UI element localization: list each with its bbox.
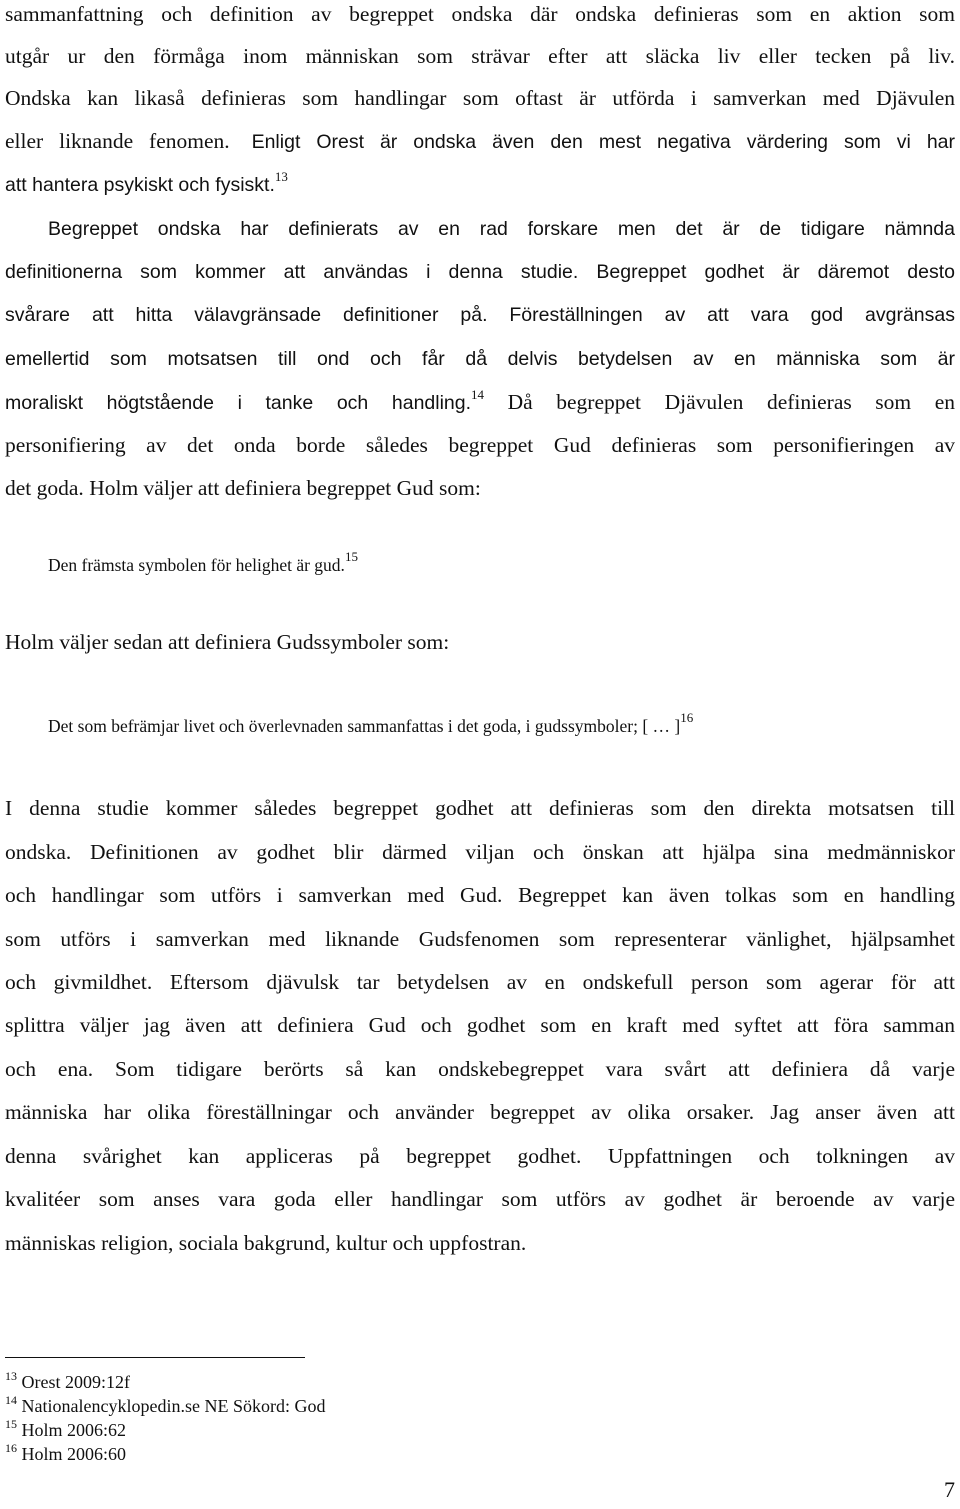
page-number: 7: [944, 1477, 955, 1502]
quote-text: Det som befrämjar livet och överlevnaden sammanfattas i det goda, i gudssymboler; [ … ]: [48, 716, 681, 736]
footnote-text: Orest 2009:12f: [21, 1372, 130, 1392]
text-span: moraliskt högtstående i tanke och handling.: [5, 392, 472, 414]
text-line: Ondska kan likaså definieras som handlingar som oftast är utförda i samverkan med Djävulen: [5, 86, 955, 110]
text-line: människa har olika föreställningar och använder begreppet av olika orsaker. Jag anser även att: [5, 1100, 955, 1124]
text-line: [5, 257, 955, 286]
block-quote: [48, 710, 694, 738]
text-line: och ena. Som tidigare berörts så kan ondskebegreppet vara svårt att definiera då varje: [5, 1057, 955, 1081]
text-line: och handlingar som utförs i samverkan med Gud. Begreppet kan även tolkas som en handling: [5, 883, 955, 907]
text-line: [5, 474, 955, 502]
footnote: [5, 1395, 325, 1417]
footnote-ref: 15: [344, 549, 358, 564]
footnote-ref: 16: [680, 710, 694, 725]
text-line: och givmildhet. Eftersom djävulsk tar betydelsen av en ondskefull person som agerar för att: [5, 970, 955, 994]
quote-text: Den främsta symbolen för helighet är gud.: [48, 555, 345, 575]
footnote: [5, 1419, 126, 1441]
text-span: det goda.: [5, 476, 84, 500]
footnote-text: Nationalencyklopedin.se NE Sökord: God: [21, 1396, 326, 1416]
footnote-text: Holm 2006:62: [21, 1420, 127, 1440]
text-line: [5, 388, 955, 417]
text-span: Begreppet godhet är däremot desto: [596, 261, 956, 283]
text-span: Enligt Orest är ondska även den mest negativa värdering som vi har: [251, 131, 955, 153]
text-line: utgår ur den förmåga inom människan som strävar efter att släcka liv eller tecken på liv.: [5, 44, 955, 68]
footnote-number: 13: [5, 1369, 17, 1383]
text-span: svårare att hitta välavgränsade definitioner på.: [5, 304, 488, 326]
text-line: [48, 214, 955, 243]
footnote: [5, 1371, 130, 1393]
text-span: emellertid som motsatsen till ond och får då delvis betydelsen av en människa som är: [5, 348, 955, 370]
footnote-number: 16: [5, 1441, 17, 1455]
text-span: att hantera psykiskt och fysiskt.: [5, 174, 275, 196]
text-line: [5, 300, 955, 329]
text-line: Holm väljer sedan att definiera Gudssymboler som:: [5, 630, 450, 654]
text-line: kvalitéer som anses vara goda eller handlingar som utförs av godhet är beroende av varje: [5, 1187, 955, 1211]
footnote-number: 15: [5, 1417, 17, 1431]
text-line: [5, 344, 955, 373]
text-span: Begreppet ondska har definierats av en rad forskare men det är de tidigare nämnda: [48, 218, 955, 240]
text-line: splittra väljer jag även att definiera Gud och godhet som en kraft med syftet att föra samman: [5, 1013, 955, 1037]
text-span: eller liknande fenomen.: [5, 129, 230, 153]
footnote-number: 14: [5, 1393, 17, 1407]
text-line: människas religion, sociala bakgrund, kultur och uppfostran.: [5, 1231, 527, 1255]
footnote: [5, 1443, 126, 1465]
footnote-text: Holm 2006:60: [21, 1444, 127, 1464]
footnote-ref: 13: [274, 169, 288, 184]
text-span: Holm väljer att definiera begreppet Gud som:: [89, 476, 481, 500]
text-line: ondska. Definitionen av godhet blir därmed viljan och önskan att hjälpa sina medmänniskor: [5, 840, 955, 864]
text-line: sammanfattning och definition av begreppet ondska där ondska definieras som en aktion som: [5, 2, 955, 26]
text-span: Då begreppet Djävulen definieras som en: [507, 390, 955, 414]
text-line: personifiering av det onda borde således begreppet Gud definieras som personifieringen av: [5, 433, 955, 457]
block-quote: [48, 549, 358, 577]
text-line: [5, 127, 955, 156]
footnote-divider: [5, 1357, 305, 1358]
footnote-ref: 14: [471, 387, 485, 402]
text-line: I denna studie kommer således begreppet godhet att definieras som den direkta motsatsen till: [5, 796, 955, 820]
text-span: Föreställningen av att vara god avgränsas: [509, 304, 955, 326]
text-line: som utförs i samverkan med liknande Gudsfenomen som representerar vänlighet, hjälpsamhet: [5, 927, 955, 951]
text-line: denna svårighet kan appliceras på begreppet godhet. Uppfattningen och tolkningen av: [5, 1144, 955, 1168]
text-line: [5, 170, 955, 199]
text-span: definitionerna som kommer att användas i denna studie.: [5, 261, 579, 283]
